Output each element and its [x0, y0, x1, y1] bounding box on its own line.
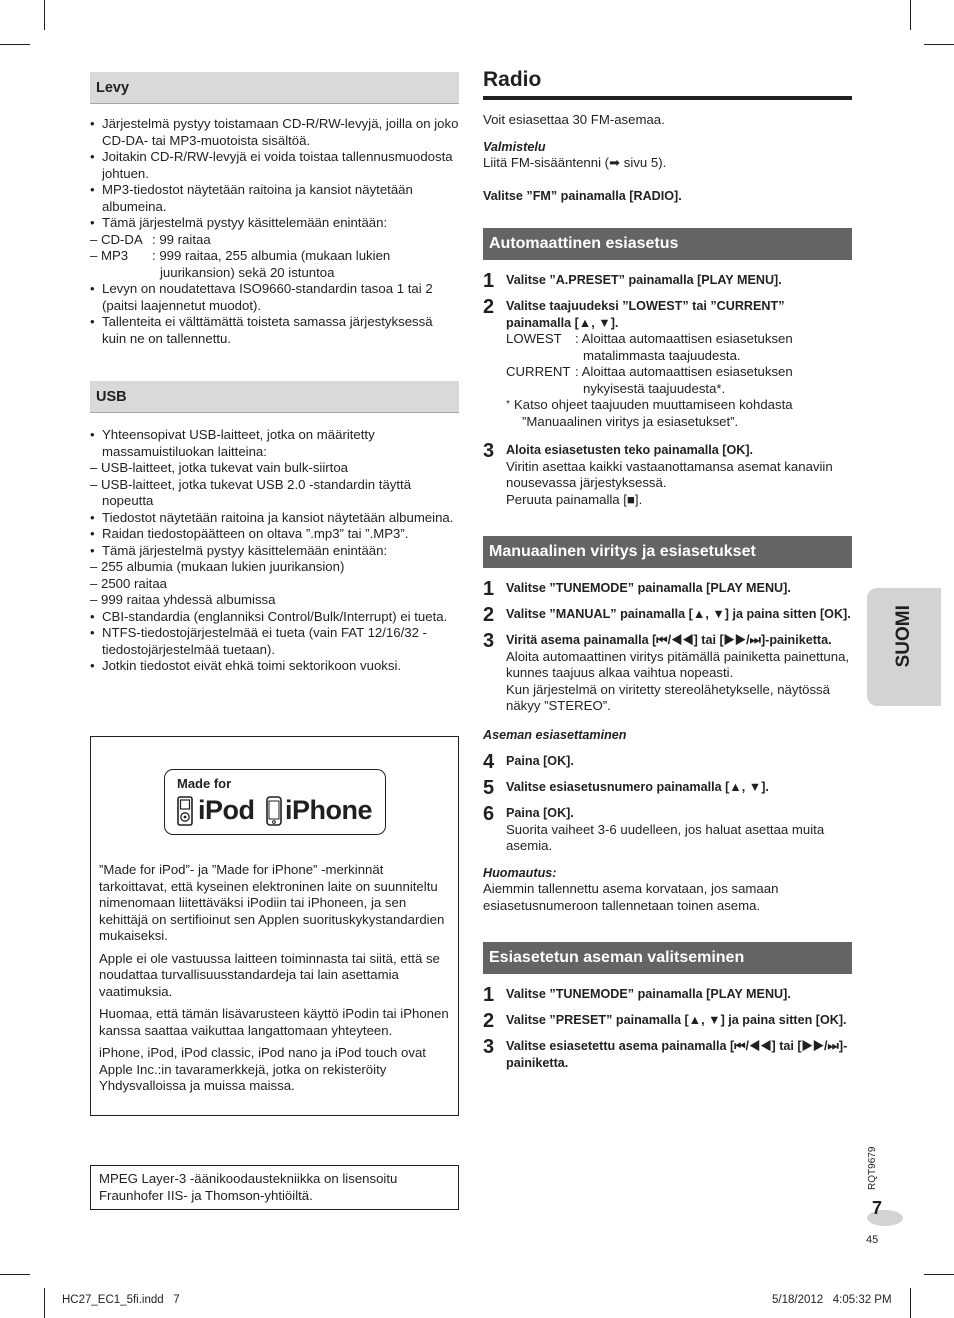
current-value: : Aloittaa automaattisen esiasetuksen nykyisestä taajuudesta*.: [575, 364, 793, 396]
page-sub-number: 45: [866, 1234, 879, 1246]
prep-text-b: sivu 5).: [620, 155, 667, 170]
manual-step-3: [483, 632, 852, 715]
note-text: Aiemmin tallennettu asema korvataan, jos samaan esiasetusnumeroon tallennetaan toinen asema.: [483, 881, 779, 913]
step-detail: Viritin asettaa kaikki vastaanottamansa asemat kanaviin nousevassa järjestyksessä.: [506, 458, 833, 490]
step-number: 4: [483, 751, 495, 773]
step-number: 2: [483, 296, 495, 318]
language-tab: [867, 588, 941, 706]
list-item: • Tallenteita ei välttämättä toisteta samassa järjestyksessä kuin ne on tallennettu.: [90, 314, 459, 347]
footnote-text: Katso ohjeet taajuuden muuttamiseen kohdasta ”Manuaalinen viritys ja esiasetukset”.: [514, 397, 793, 429]
page-number: 7: [872, 1198, 883, 1218]
cdda-row: [90, 232, 459, 249]
preset-step-2: [483, 1012, 852, 1030]
usb-sub-item: – USB-laitteet, jotka tukevat USB 2.0 -standardin täyttä nopeutta: [90, 476, 412, 508]
crop-mark: [924, 44, 954, 45]
auto-step-3: [483, 442, 852, 508]
logo-iphone-text: iPhone: [285, 795, 373, 825]
arrow-right-icon: ➡: [609, 155, 621, 170]
step-number: 6: [483, 803, 495, 825]
select-preset-heading: Esiasetetun aseman valitseminen: [483, 942, 852, 974]
preset-step-1: [483, 986, 852, 1004]
list-item: [90, 543, 459, 609]
right-column: [483, 66, 852, 1071]
step-text: Viritä asema painamalla [⏮/◀◀] tai [▶▶/⏭]-painiketta.: [506, 633, 832, 647]
intro-text: Voit esiasettaa 30 FM-asemaa.: [483, 112, 665, 127]
step-body: [506, 442, 852, 508]
document-code: RQT9679: [866, 1146, 878, 1190]
select-fm-instruction: Valitse ”FM” painamalla [RADIO].: [483, 188, 682, 203]
step-text: Valitse ”PRESET” painamalla [▲, ▼] ja paina sitten [OK].: [506, 1013, 847, 1027]
levy-heading: Levy: [90, 72, 459, 104]
manual-step-2: [483, 606, 852, 624]
step-text: Valitse esiasetusnumero painamalla [▲, ▼].: [506, 780, 769, 794]
usb-limit-item: – 999 raitaa yhdessä albumissa: [90, 592, 276, 607]
language-tab-label: SUOMI: [892, 605, 914, 668]
usb-limit-item: – 255 albumia (mukaan lukien juurikansion): [90, 559, 345, 574]
prep-label: Valmistelu: [483, 139, 546, 154]
step-body: [506, 298, 852, 430]
ipod-notice-box: [90, 736, 459, 1116]
logo-made-for: Made for: [177, 776, 232, 791]
manual-step-6: [483, 805, 852, 855]
step-text: Valitse ”A.PRESET” painamalla [PLAY MENU].: [506, 273, 782, 287]
step-number: 3: [483, 440, 495, 462]
crop-mark: [0, 44, 30, 45]
crop-mark: [924, 1274, 954, 1275]
list-item: • Järjestelmä pystyy toistamaan CD-R/RW-levyjä, joilla on joko CD-DA- tai MP3-muotoista sisältöä.: [90, 116, 459, 149]
step-detail: Suorita vaiheet 3-6 uudelleen, jos haluat asettaa muita asemia.: [506, 821, 825, 853]
mp3-key: – MP3: [90, 248, 129, 263]
step-number: 1: [483, 578, 495, 600]
crop-mark: [0, 1274, 30, 1275]
footer-left: HC27_EC1_5fi.indd 7: [62, 1294, 180, 1306]
current-key: CURRENT: [506, 364, 571, 379]
list-item: • Tiedostot näytetään raitoina ja kansiot näytetään albumeina.: [90, 510, 459, 527]
paragraph: iPhone, iPod, iPod classic, iPod nano ja iPod touch ovat Apple Inc.:in tavaramerkkejä, jotka on rekisteröity Yhdysvalloissa ja muissa maissa.: [99, 1045, 426, 1093]
crop-mark: [910, 0, 911, 30]
manual-tuning-heading: Manuaalinen viritys ja esiasetukset: [483, 536, 852, 568]
page-title: Radio: [483, 66, 852, 100]
auto-preset-heading: Automaattinen esiasetus: [483, 228, 852, 260]
auto-step-1: [483, 272, 852, 290]
manual-step-1: [483, 580, 852, 598]
list-item: [90, 427, 459, 510]
logo-ipod-text: iPod: [198, 795, 255, 825]
mp3-row: [90, 248, 459, 281]
step-detail: Peruuta painamalla [■].: [506, 491, 643, 507]
step-number: 3: [483, 630, 495, 652]
step-text: Valitse esiasetettu asema painamalla [⏮/◀◀] tai [▶▶/⏭]-painiketta.: [506, 1039, 848, 1070]
crop-mark: [910, 1288, 911, 1318]
made-for-ipod-iphone-logo: [164, 769, 386, 835]
lowest-row: [506, 331, 852, 364]
step-text: Valitse ”TUNEMODE” painamalla [PLAY MENU].: [506, 581, 791, 595]
prep-text-a: Liitä FM-sisääntenni (: [483, 155, 610, 170]
paragraph: Apple ei ole vastuussa laitteen toiminnasta tai siitä, että se noudattaa turvallisuusstandardeja tai lain asettamia vaatimuksia.: [99, 950, 440, 999]
paragraph: Huomaa, että tämän lisävarusteen käyttö iPodin tai iPhonen kanssa saattaa vaikuttaa langattomaan yhteyteen.: [99, 1006, 449, 1038]
list-item: • NTFS-tiedostojärjestelmää ei tueta (vain FAT 12/16/32 -tiedostojärjestelmää tuetaan).: [90, 625, 459, 658]
left-column: [90, 72, 459, 675]
note-label: Huomautus:: [483, 865, 557, 880]
paragraph: ”Made for iPod”- ja ”Made for iPhone” -merkinnät tarkoittavat, että kyseinen elektroninen laite on suunniteltu nimenomaan liitettäväksi iPodiin tai iPhoneen, ja sen kehittäjä on sertifioinut sen Applen suorituskykystandardien mukaiseksi.: [99, 862, 445, 943]
step-number: 2: [483, 604, 495, 626]
lowest-value: : Aloittaa automaattisen esiasetuksen matalimmasta taajuudesta.: [575, 331, 793, 363]
step-number: 3: [483, 1036, 495, 1058]
crop-mark: [44, 1288, 45, 1318]
step-text: Valitse taajuudeksi ”LOWEST” tai ”CURRENT” painamalla [▲, ▼].: [506, 299, 785, 330]
footnote: [506, 397, 852, 430]
step-body: [506, 632, 852, 715]
step-number: 1: [483, 270, 495, 292]
usb-sub-list: [90, 460, 459, 510]
lowest-key: LOWEST: [506, 331, 562, 346]
step-detail: Aloita automaattinen viritys pitämällä painiketta painettuna, kunnes taajuus alkaa vaihtua nopeasti.: [506, 648, 850, 680]
list-item: • Raidan tiedostopäätteen on oltava ”.mp3” tai ”.MP3”.: [90, 526, 459, 543]
step-text: Valitse ”MANUAL” painamalla [▲, ▼] ja paina sitten [OK].: [506, 607, 851, 621]
list-item-text: Tämä järjestelmä pystyy käsittelemään enintään:: [102, 542, 388, 558]
usb-list: [90, 427, 459, 675]
manual-step-4: [483, 753, 852, 771]
list-item: • Jotkin tiedostot eivät ehkä toimi sektorikoon vuoksi.: [90, 658, 459, 675]
cdda-key: – CD-DA: [90, 231, 143, 247]
iphone-icon: [266, 796, 282, 826]
mp3-value: : 999 raitaa, 255 albumia (mukaan lukien juurikansion) sekä 20 istuntoa: [152, 248, 391, 280]
mpeg-notice-box: [90, 1165, 459, 1210]
ipod-icon: [177, 796, 193, 826]
current-row: [506, 364, 852, 397]
list-item: • MP3-tiedostot näytetään raitoina ja kansiot näytetään albumeina.: [90, 182, 459, 215]
preset-step-3: [483, 1038, 852, 1071]
step-text: Paina [OK].: [506, 754, 574, 768]
list-item-text: Tämä järjestelmä pystyy käsittelemään enintään:: [102, 215, 388, 230]
list-item-text: Yhteensopivat USB-laitteet, jotka on määritetty massamuistiluokan laitteina:: [102, 427, 375, 459]
usb-limit-list: [90, 559, 459, 609]
levy-list: [90, 116, 459, 347]
auto-step-2: [483, 298, 852, 430]
list-item: • Levyn on noudatettava ISO9660-standardin tasoa 1 tai 2 (paitsi laajennetut muodot).: [90, 281, 459, 314]
prep-text: [483, 155, 852, 172]
list-item: • CBI-standardia (englanniksi Control/Bulk/Interrupt) ei tueta.: [90, 609, 459, 626]
usb-heading: USB: [90, 381, 459, 413]
crop-mark: [44, 0, 45, 30]
step-body: [506, 805, 852, 855]
step-text: Aloita esiasetusten teko painamalla [OK].: [506, 443, 754, 457]
step-text: Paina [OK].: [506, 806, 574, 820]
step-number: 5: [483, 777, 495, 799]
usb-limit-item: – 2500 raitaa: [90, 575, 167, 591]
list-item: [90, 215, 459, 281]
footer-right: 5/18/2012 4:05:32 PM: [772, 1294, 892, 1306]
ipod-notice-text: [99, 862, 449, 1101]
step-number: 2: [483, 1010, 495, 1032]
step-detail: Kun järjestelmä on viritetty stereolähetykselle, näytössä näkyy ”STEREO”.: [506, 681, 830, 713]
step-number: 1: [483, 984, 495, 1006]
step-text: Valitse ”TUNEMODE” painamalla [PLAY MENU].: [506, 987, 791, 1001]
preset-setting-label: Aseman esiasettaminen: [483, 727, 627, 742]
list-item: • Joitakin CD-R/RW-levyjä ei voida toistaa tallennusmuodosta johtuen.: [90, 149, 459, 182]
mpeg-notice-text: MPEG Layer-3 -äänikoodaustekniikka on lisensoitu Fraunhofer IIS- ja Thomson-yhtiöiltä.: [99, 1171, 398, 1203]
footnote-mark: *: [506, 399, 510, 410]
usb-sub-item: – USB-laitteet, jotka tukevat vain bulk-siirtoa: [90, 460, 349, 475]
manual-step-5: [483, 779, 852, 797]
cdda-value: : 99 raitaa: [152, 231, 211, 247]
